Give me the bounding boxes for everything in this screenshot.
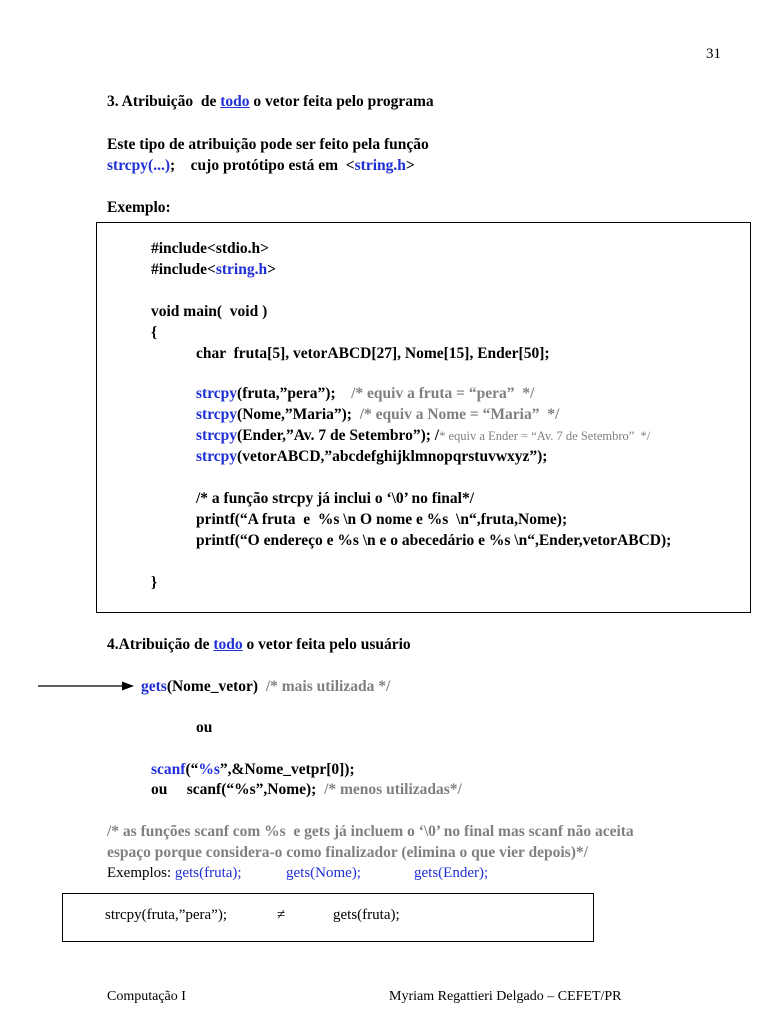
gets-fn: gets bbox=[141, 678, 167, 695]
strcpy-fn: strcpy bbox=[196, 448, 238, 465]
intro-end: > bbox=[405, 157, 415, 174]
scanf-fn: scanf bbox=[151, 761, 186, 778]
intro-mid: ; cujo protótipo está em < bbox=[170, 157, 355, 174]
code-strcpy-4 bbox=[196, 448, 547, 466]
intro-line-2 bbox=[107, 157, 415, 175]
scanf-alt-line bbox=[151, 781, 462, 799]
section-3-title bbox=[107, 93, 434, 111]
scanf-alt-code: ou scanf(“%s”,Nome); bbox=[151, 781, 317, 798]
code-strcpy-1 bbox=[196, 385, 534, 403]
code-close-brace: } bbox=[151, 574, 158, 591]
string-h-label: string.h bbox=[354, 157, 406, 174]
gets-args: (Nome_vetor) bbox=[166, 678, 259, 695]
section-3-title-pre: 3. Atribuição de bbox=[107, 93, 221, 110]
strcpy-fn: strcpy bbox=[196, 385, 238, 402]
scanf-alt-comment: /* menos utilizadas*/ bbox=[316, 781, 462, 798]
strcpy-fn: strcpy bbox=[196, 427, 238, 444]
code-strcpy-2 bbox=[196, 406, 559, 424]
code-strcpy-3 bbox=[196, 427, 650, 445]
not-equal-symbol: ≠ bbox=[277, 907, 286, 923]
scanf-line bbox=[151, 761, 355, 779]
compare-right: gets(fruta); bbox=[333, 907, 400, 923]
footer-right: Myriam Regattieri Delgado – CEFET/PR bbox=[389, 989, 622, 1004]
examples-label: Exemplos: bbox=[107, 865, 175, 881]
strcpy-comment: /* equiv a Nome = “Maria” */ bbox=[351, 406, 560, 423]
strcpy-args: (Ender,”Av. 7 de Setembro”); / bbox=[237, 427, 440, 444]
ou-label: ou bbox=[196, 719, 213, 736]
gets-comment: /* mais utilizada */ bbox=[258, 678, 391, 695]
code-include-end: > bbox=[267, 261, 276, 278]
example-gets-ender: gets(Ender); bbox=[414, 865, 489, 881]
compare-left: strcpy(fruta,”pera”); bbox=[105, 907, 228, 923]
code-include-pre: #include< bbox=[151, 261, 216, 278]
code-main-decl: void main( void ) bbox=[151, 303, 268, 320]
section-4-title bbox=[107, 636, 411, 654]
code-open-brace: { bbox=[151, 324, 158, 341]
arrow-right-icon bbox=[38, 679, 138, 693]
example-gets-nome: gets(Nome); bbox=[286, 865, 361, 881]
code-include-stdio: #include<stdio.h> bbox=[151, 240, 270, 257]
page-number: 31 bbox=[706, 46, 721, 62]
strcpy-fn: strcpy bbox=[196, 406, 238, 423]
note-line-1: /* as funções scanf com %s e gets já incluem o ‘\0’ no final mas scanf não aceita bbox=[107, 823, 634, 840]
section-4-title-post: o vetor feita pelo usuário bbox=[242, 636, 411, 653]
strcpy-args: (Nome,”Maria”); bbox=[237, 406, 352, 423]
section-3-title-post: o vetor feita pelo programa bbox=[249, 93, 434, 110]
strcpy-func-label: strcpy(...) bbox=[107, 157, 170, 174]
example-label: Exemplo: bbox=[107, 199, 171, 216]
footer-left: Computação I bbox=[107, 989, 186, 1004]
examples-line bbox=[107, 865, 242, 882]
intro-line-1: Este tipo de atribuição pode ser feito pela função bbox=[107, 136, 429, 153]
todo-link[interactable]: todo bbox=[213, 636, 243, 653]
strcpy-args: (vetorABCD,”abcdefghijklmnopqrstuvwxyz”); bbox=[237, 448, 548, 465]
strcpy-comment: /* equiv a fruta = “pera” */ bbox=[335, 385, 535, 402]
code-include-string bbox=[151, 261, 276, 279]
strcpy-args: (fruta,”pera”); bbox=[237, 385, 336, 402]
code-include-header: string.h bbox=[215, 261, 268, 278]
code-char-decl: char fruta[5], vetorABCD[27], Nome[15], Ender[50]; bbox=[196, 345, 550, 362]
code-comment-null: /* a função strcpy já inclui o ‘\0’ no final*/ bbox=[196, 490, 475, 507]
todo-link[interactable]: todo bbox=[220, 93, 250, 110]
strcpy-comment: * equiv a Ender = “Av. 7 de Setembro” */ bbox=[439, 429, 651, 443]
scanf-open: (“ bbox=[185, 761, 199, 778]
note-line-2: espaço porque considera-o como finalizador (elimina o que vier depois)*/ bbox=[107, 844, 588, 861]
scanf-format: %s bbox=[198, 761, 220, 778]
code-printf-2: printf(“O endereço e %s \n e o abecedário e %s \n“,Ender,vetorABCD); bbox=[196, 532, 672, 549]
gets-line bbox=[141, 678, 390, 696]
code-printf-1: printf(“A fruta e %s \n O nome e %s \n“,fruta,Nome); bbox=[196, 511, 568, 528]
example-gets-fruta: gets(fruta); bbox=[174, 865, 242, 881]
scanf-rest: ”,&Nome_vetpr[0]); bbox=[219, 761, 355, 778]
section-4-title-pre: 4.Atribuição de bbox=[107, 636, 214, 653]
